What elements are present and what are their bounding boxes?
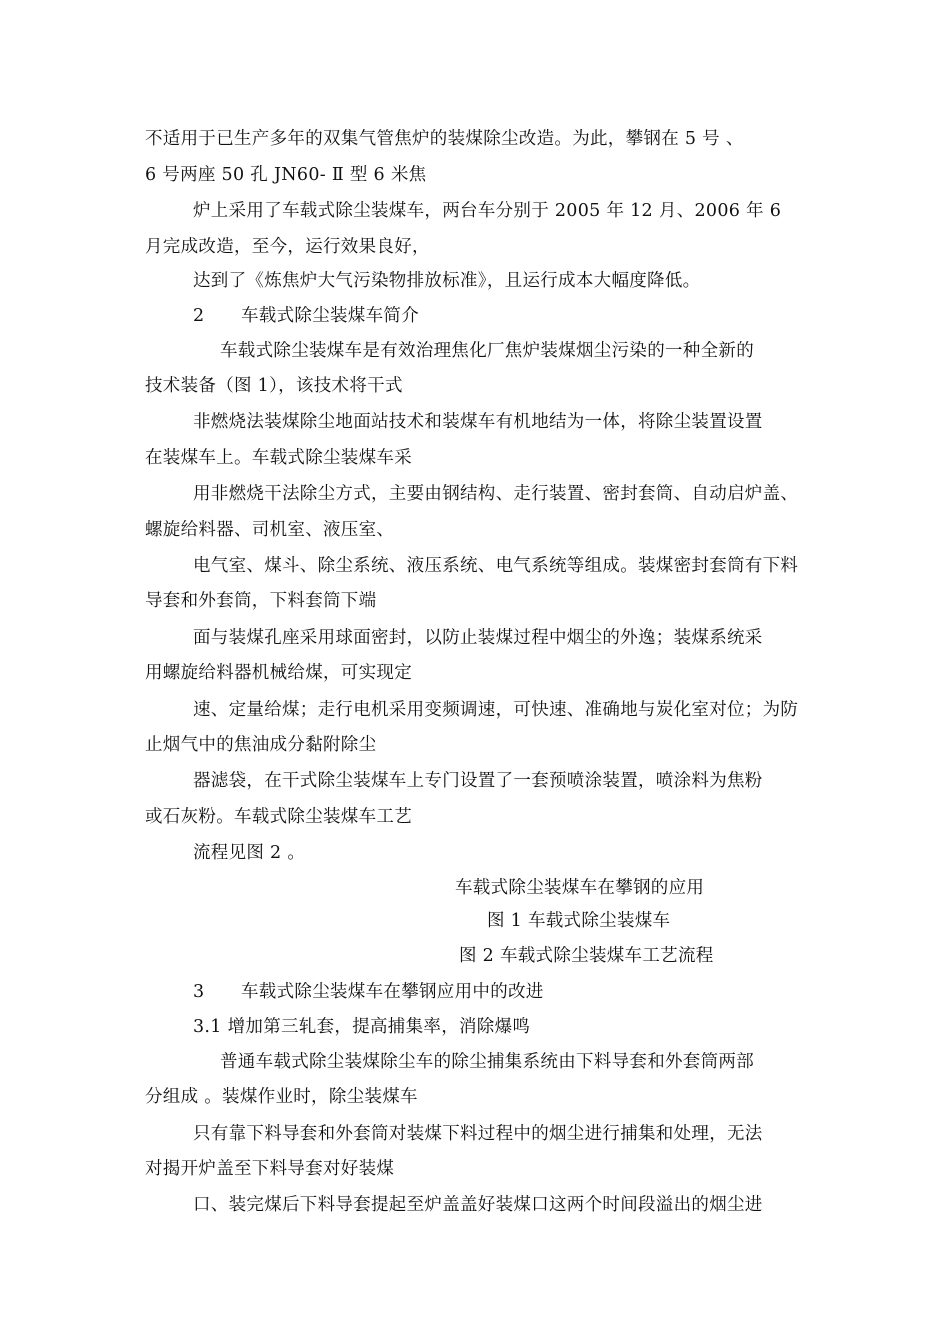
text-line: 面与装煤孔座采用球面密封，以防止装煤过程中烟尘的外逸；装煤系统采 [193, 628, 763, 648]
section-number: 3 [193, 982, 205, 1002]
text-line: 止烟气中的焦油成分黏附除尘 [145, 735, 377, 755]
text-line: 达到了《炼焦炉大气污染物排放标准》，且运行成本大幅度降低。 [193, 271, 701, 291]
text-line: 车载式除尘装煤车是有效治理焦化厂焦炉装煤烟尘污染的一种全新的 [220, 341, 754, 361]
section-number: 2 [193, 306, 205, 326]
article-title: 车载式除尘装煤车在攀钢的应用 [455, 878, 705, 898]
text-line: 用螺旋给料器机械给煤，可实现定 [145, 663, 412, 683]
text-line: 对揭开炉盖至下料导套对好装煤 [145, 1159, 395, 1179]
text-line: 导套和外套筒，下料套筒下端 [145, 591, 377, 611]
text-line: 只有靠下料导套和外套筒对装煤下料过程中的烟尘进行捕集和处理，无法 [193, 1124, 763, 1144]
text-line: 6 号两座 50 孔 JN60- Ⅱ 型 6 米焦 [145, 165, 427, 185]
text-line: 口、装完煤后下料导套提起至炉盖盖好装煤口这两个时间段溢出的烟尘进 [193, 1195, 763, 1215]
text-line: 分组成 。装煤作业时，除尘装煤车 [145, 1087, 418, 1107]
text-line: 器滤袋，在干式除尘装煤车上专门设置了一套预喷涂装置，喷涂料为焦粉 [193, 771, 763, 791]
text-line: 不适用于已生产多年的双集气管焦炉的装煤除尘改造。为此，攀钢在 5 号 、 [145, 129, 744, 149]
section-heading [193, 980, 544, 1004]
text-line: 电气室、煤斗、除尘系统、液压系统、电气系统等组成。装煤密封套筒有下料 [193, 556, 799, 576]
text-line: 用非燃烧干法除尘方式，主要由钢结构、走行装置、密封套筒、自动启炉盖、 [193, 484, 799, 504]
section-title: 车载式除尘装煤车在攀钢应用中的改进 [241, 982, 544, 1002]
text-line: 螺旋给料器、司机室、液压室、 [145, 520, 395, 540]
text-line: 流程见图 2 。 [193, 843, 306, 863]
section-title: 车载式除尘装煤车简介 [241, 306, 419, 326]
text-line: 普通车载式除尘装煤除尘车的除尘捕集系统由下料导套和外套筒两部 [220, 1052, 754, 1072]
text-line: 或石灰粉。车载式除尘装煤车工艺 [145, 807, 412, 827]
figure-2-caption: 图 2 车载式除尘装煤车工艺流程 [459, 946, 714, 966]
text-line: 非燃烧法装煤除尘地面站技术和装煤车有机地结为一体，将除尘装置设置 [193, 412, 763, 432]
text-line: 炉上采用了车载式除尘装煤车，两台车分别于 2005 年 12 月、2006 年 6 [193, 201, 782, 221]
text-line: 月完成改造，至今，运行效果良好， [145, 237, 430, 257]
text-line: 技术装备（图 1），该技术将干式 [145, 376, 403, 396]
text-line: 在装煤车上。车载式除尘装煤车采 [145, 448, 412, 468]
figure-1-caption: 图 1 车载式除尘装煤车 [487, 911, 671, 931]
subsection-heading: 3.1 增加第三轧套，提高捕集率，消除爆鸣 [193, 1017, 531, 1037]
text-line: 速、定量给煤；走行电机采用变频调速，可快速、准确地与炭化室对位；为防 [193, 700, 799, 720]
section-heading [193, 304, 419, 328]
